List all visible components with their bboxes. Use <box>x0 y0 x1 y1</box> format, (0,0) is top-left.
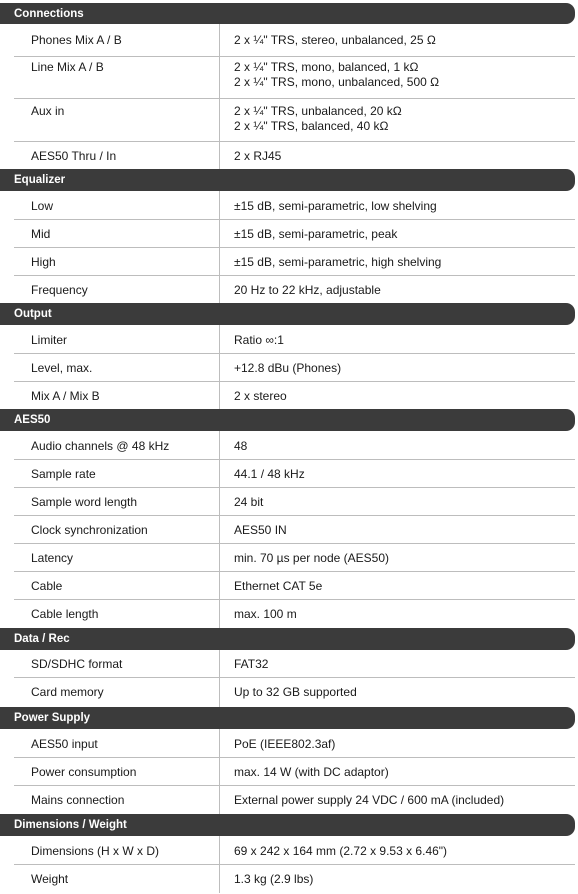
section-title: Power Supply <box>14 712 91 724</box>
table-row <box>0 488 578 516</box>
spec-value: Up to 32 GB supported <box>234 685 357 699</box>
section-header-connections <box>0 3 575 24</box>
table-row <box>0 220 578 248</box>
spec-value: 44.1 / 48 kHz <box>234 467 305 481</box>
table-row <box>0 460 578 488</box>
section-title: Connections <box>14 7 84 20</box>
spec-label: Latency <box>31 551 74 565</box>
table-row <box>0 836 578 865</box>
section-title: AES50 <box>14 414 51 426</box>
spec-label: Phones Mix A / B <box>31 33 122 47</box>
spec-label: Weight <box>31 872 69 886</box>
spec-label: AES50 Thru / In <box>31 149 117 163</box>
section-header-aes50 <box>0 409 575 431</box>
spec-label: Mix A / Mix B <box>31 389 100 403</box>
spec-value: 1.3 kg (2.9 lbs) <box>234 872 314 886</box>
table-row <box>0 600 578 628</box>
table-row <box>0 758 578 786</box>
spec-value: 2 x ¼" TRS, stereo, unbalanced, 25 Ω <box>234 33 436 47</box>
spec-value: 2 x stereo <box>234 389 287 403</box>
table-row <box>0 142 578 169</box>
table-row <box>0 865 578 893</box>
section-header-output <box>0 303 575 325</box>
table-row <box>0 99 578 142</box>
spec-value: 69 x 242 x 164 mm (2.72 x 9.53 x 6.46") <box>234 844 448 858</box>
table-row <box>0 325 578 354</box>
table-row <box>0 544 578 572</box>
table-row <box>0 678 578 707</box>
spec-label: Limiter <box>31 333 68 347</box>
spec-label: AES50 input <box>31 737 98 751</box>
spec-label: Card memory <box>31 685 104 699</box>
table-row <box>0 572 578 600</box>
table-row <box>0 431 578 460</box>
spec-label: Power consumption <box>31 765 137 779</box>
section-title: Dimensions / Weight <box>14 819 127 831</box>
spec-value: 48 <box>234 439 248 453</box>
table-row <box>0 650 578 678</box>
spec-value: Ratio ∞:1 <box>234 333 284 347</box>
spec-label: Frequency <box>31 283 88 297</box>
spec-value: ±15 dB, semi-parametric, peak <box>234 227 398 241</box>
spec-label: Audio channels @ 48 kHz <box>31 439 170 453</box>
table-row <box>0 248 578 276</box>
spec-label: Line Mix A / B <box>31 60 104 74</box>
spec-value: max. 14 W (with DC adaptor) <box>234 765 389 779</box>
section-header-equalizer <box>0 169 575 191</box>
spec-label: High <box>31 255 56 269</box>
spec-value: External power supply 24 VDC / 600 mA (included) <box>234 793 505 807</box>
spec-label: Sample rate <box>31 467 96 481</box>
table-row <box>0 354 578 382</box>
spec-label: Cable length <box>31 607 99 621</box>
section-header-dimensions-weight <box>0 814 575 836</box>
spec-value: max. 100 m <box>234 607 297 621</box>
spec-value: FAT32 <box>234 657 269 671</box>
table-row <box>0 24 578 57</box>
table-row <box>0 786 578 814</box>
section-header-data-rec <box>0 628 575 650</box>
spec-label: Clock synchronization <box>31 523 148 537</box>
spec-value: PoE (IEEE802.3af) <box>234 737 336 751</box>
spec-label: Sample word length <box>31 495 138 509</box>
table-row <box>0 191 578 220</box>
spec-value: +12.8 dBu (Phones) <box>234 361 342 375</box>
table-row <box>0 382 578 409</box>
table-row <box>0 516 578 544</box>
spec-label: Low <box>31 199 54 213</box>
spec-label: Level, max. <box>31 361 93 375</box>
spec-value: min. 70 µs per node (AES50) <box>234 551 389 565</box>
spec-value: 20 Hz to 22 kHz, adjustable <box>234 283 381 297</box>
section-header-power-supply <box>0 707 575 729</box>
table-row <box>0 729 578 758</box>
spec-value: AES50 IN <box>234 523 287 537</box>
spec-value: 2 x ¼" TRS, unbalanced, 20 kΩ 2 x ¼" TRS, balanced, 40 kΩ <box>234 104 402 133</box>
spec-value: 2 x ¼" TRS, mono, balanced, 1 kΩ 2 x ¼" TRS, mono, unbalanced, 500 Ω <box>234 60 440 89</box>
spec-value: Ethernet CAT 5e <box>234 579 323 593</box>
spec-value: ±15 dB, semi-parametric, high shelving <box>234 255 442 269</box>
table-row <box>0 276 578 303</box>
section-title: Data / Rec <box>14 633 70 645</box>
spec-label: Dimensions (H x W x D) <box>31 844 160 858</box>
spec-label: Aux in <box>31 104 65 118</box>
spec-label: Mains connection <box>31 793 125 807</box>
spec-label: Cable <box>31 579 63 593</box>
section-title: Output <box>14 308 52 320</box>
spec-label: Mid <box>31 227 51 241</box>
section-title: Equalizer <box>14 174 66 186</box>
spec-label: SD/SDHC format <box>31 657 123 671</box>
spec-value: ±15 dB, semi-parametric, low shelving <box>234 199 437 213</box>
spec-value: 24 bit <box>234 495 264 509</box>
table-row <box>0 57 578 99</box>
spec-value: 2 x RJ45 <box>234 149 282 163</box>
